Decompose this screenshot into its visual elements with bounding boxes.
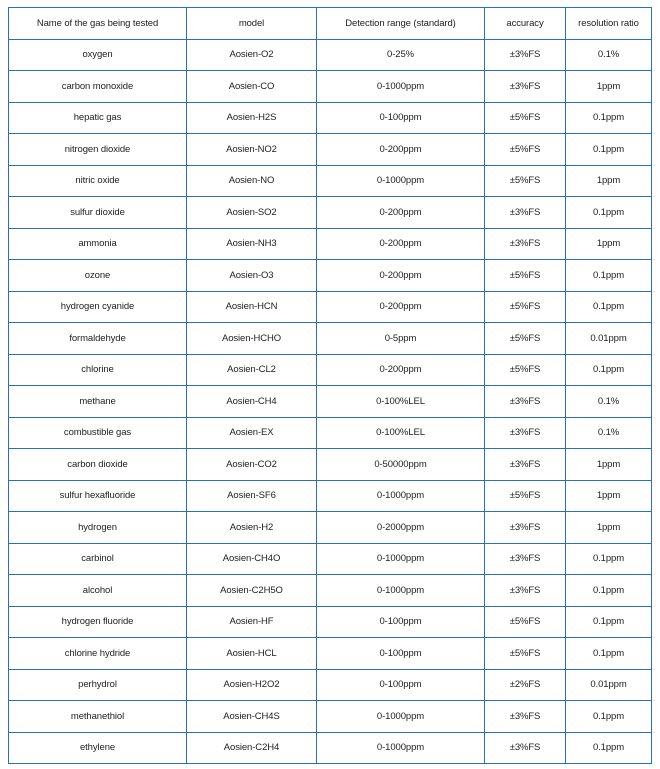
- cell-detection-range: 0-100ppm: [317, 102, 485, 134]
- cell-model: Aosien-C2H4: [187, 732, 317, 764]
- header-resolution: resolution ratio: [566, 8, 652, 40]
- cell-accuracy: ±5%FS: [485, 323, 566, 355]
- cell-detection-range: 0-200ppm: [317, 134, 485, 166]
- cell-detection-range: 0-1000ppm: [317, 165, 485, 197]
- cell-model: Aosien-CH4O: [187, 543, 317, 575]
- cell-model: Aosien-NO: [187, 165, 317, 197]
- cell-accuracy: ±5%FS: [485, 260, 566, 292]
- cell-accuracy: ±3%FS: [485, 575, 566, 607]
- cell-gas-name: hydrogen cyanide: [9, 291, 187, 323]
- cell-accuracy: ±5%FS: [485, 134, 566, 166]
- table-row: [9, 638, 652, 670]
- cell-resolution: 0.1ppm: [566, 606, 652, 638]
- table-header-row: [9, 8, 652, 40]
- cell-resolution: 0.01ppm: [566, 323, 652, 355]
- table-row: [9, 134, 652, 166]
- cell-gas-name: hydrogen fluoride: [9, 606, 187, 638]
- cell-accuracy: ±5%FS: [485, 291, 566, 323]
- cell-resolution: 0.1ppm: [566, 197, 652, 229]
- cell-model: Aosien-O2: [187, 39, 317, 71]
- gas-sensor-spec-table: [8, 7, 652, 764]
- cell-gas-name: nitric oxide: [9, 165, 187, 197]
- cell-gas-name: ethylene: [9, 732, 187, 764]
- cell-resolution: 0.1ppm: [566, 260, 652, 292]
- cell-gas-name: carbon monoxide: [9, 71, 187, 103]
- table-row: [9, 606, 652, 638]
- cell-gas-name: chlorine: [9, 354, 187, 386]
- cell-model: Aosien-SF6: [187, 480, 317, 512]
- cell-gas-name: perhydrol: [9, 669, 187, 701]
- table-row: [9, 543, 652, 575]
- cell-model: Aosien-HCL: [187, 638, 317, 670]
- cell-accuracy: ±3%FS: [485, 701, 566, 733]
- cell-resolution: 1ppm: [566, 480, 652, 512]
- table-row: [9, 449, 652, 481]
- cell-resolution: 0.1ppm: [566, 291, 652, 323]
- cell-model: Aosien-CL2: [187, 354, 317, 386]
- cell-resolution: 0.01ppm: [566, 669, 652, 701]
- header-accuracy: accuracy: [485, 8, 566, 40]
- cell-accuracy: ±5%FS: [485, 165, 566, 197]
- cell-resolution: 1ppm: [566, 71, 652, 103]
- cell-gas-name: methanethiol: [9, 701, 187, 733]
- cell-resolution: 1ppm: [566, 165, 652, 197]
- table-row: [9, 354, 652, 386]
- cell-gas-name: formaldehyde: [9, 323, 187, 355]
- cell-gas-name: oxygen: [9, 39, 187, 71]
- cell-model: Aosien-CO: [187, 71, 317, 103]
- table-row: [9, 197, 652, 229]
- cell-detection-range: 0-200ppm: [317, 354, 485, 386]
- table-row: [9, 291, 652, 323]
- cell-model: Aosien-HF: [187, 606, 317, 638]
- cell-resolution: 0.1ppm: [566, 134, 652, 166]
- cell-resolution: 0.1%: [566, 39, 652, 71]
- cell-model: Aosien-SO2: [187, 197, 317, 229]
- table-row: [9, 512, 652, 544]
- table-row: [9, 575, 652, 607]
- cell-accuracy: ±3%FS: [485, 732, 566, 764]
- cell-resolution: 0.1ppm: [566, 732, 652, 764]
- cell-gas-name: hydrogen: [9, 512, 187, 544]
- cell-gas-name: methane: [9, 386, 187, 418]
- cell-accuracy: ±3%FS: [485, 71, 566, 103]
- cell-accuracy: ±3%FS: [485, 197, 566, 229]
- cell-detection-range: 0-100ppm: [317, 669, 485, 701]
- cell-detection-range: 0-100%LEL: [317, 386, 485, 418]
- cell-model: Aosien-CH4S: [187, 701, 317, 733]
- cell-gas-name: nitrogen dioxide: [9, 134, 187, 166]
- cell-accuracy: ±3%FS: [485, 449, 566, 481]
- cell-detection-range: 0-2000ppm: [317, 512, 485, 544]
- table-row: [9, 417, 652, 449]
- table-row: [9, 701, 652, 733]
- cell-accuracy: ±3%FS: [485, 512, 566, 544]
- cell-model: Aosien-CH4: [187, 386, 317, 418]
- cell-gas-name: ammonia: [9, 228, 187, 260]
- cell-model: Aosien-H2S: [187, 102, 317, 134]
- cell-model: Aosien-H2O2: [187, 669, 317, 701]
- cell-resolution: 1ppm: [566, 228, 652, 260]
- cell-gas-name: hepatic gas: [9, 102, 187, 134]
- table-row: [9, 228, 652, 260]
- cell-resolution: 0.1%: [566, 386, 652, 418]
- cell-detection-range: 0-100ppm: [317, 638, 485, 670]
- table-row: [9, 323, 652, 355]
- cell-detection-range: 0-50000ppm: [317, 449, 485, 481]
- cell-detection-range: 0-200ppm: [317, 260, 485, 292]
- cell-accuracy: ±5%FS: [485, 354, 566, 386]
- cell-resolution: 0.1ppm: [566, 543, 652, 575]
- cell-detection-range: 0-200ppm: [317, 291, 485, 323]
- table-row: [9, 669, 652, 701]
- cell-model: Aosien-NH3: [187, 228, 317, 260]
- cell-detection-range: 0-1000ppm: [317, 701, 485, 733]
- cell-accuracy: ±3%FS: [485, 417, 566, 449]
- cell-accuracy: ±5%FS: [485, 102, 566, 134]
- cell-model: Aosien-CO2: [187, 449, 317, 481]
- cell-model: Aosien-NO2: [187, 134, 317, 166]
- cell-accuracy: ±3%FS: [485, 228, 566, 260]
- cell-resolution: 0.1ppm: [566, 638, 652, 670]
- table-row: [9, 386, 652, 418]
- table-row: [9, 165, 652, 197]
- cell-detection-range: 0-100%LEL: [317, 417, 485, 449]
- cell-gas-name: combustible gas: [9, 417, 187, 449]
- cell-model: Aosien-HCHO: [187, 323, 317, 355]
- cell-accuracy: ±3%FS: [485, 543, 566, 575]
- cell-detection-range: 0-100ppm: [317, 606, 485, 638]
- cell-detection-range: 0-1000ppm: [317, 480, 485, 512]
- cell-resolution: 0.1ppm: [566, 102, 652, 134]
- cell-detection-range: 0-5ppm: [317, 323, 485, 355]
- cell-accuracy: ±5%FS: [485, 606, 566, 638]
- cell-gas-name: sulfur hexafluoride: [9, 480, 187, 512]
- table-row: [9, 102, 652, 134]
- cell-resolution: 1ppm: [566, 512, 652, 544]
- cell-detection-range: 0-200ppm: [317, 197, 485, 229]
- cell-detection-range: 0-1000ppm: [317, 575, 485, 607]
- table-row: [9, 260, 652, 292]
- table-row: [9, 39, 652, 71]
- header-model: model: [187, 8, 317, 40]
- cell-detection-range: 0-25%: [317, 39, 485, 71]
- cell-resolution: 0.1ppm: [566, 701, 652, 733]
- table-row: [9, 71, 652, 103]
- cell-accuracy: ±2%FS: [485, 669, 566, 701]
- cell-detection-range: 0-1000ppm: [317, 71, 485, 103]
- cell-model: Aosien-EX: [187, 417, 317, 449]
- cell-model: Aosien-H2: [187, 512, 317, 544]
- cell-accuracy: ±5%FS: [485, 480, 566, 512]
- cell-resolution: 1ppm: [566, 449, 652, 481]
- header-detection-range: Detection range (standard): [317, 8, 485, 40]
- cell-gas-name: carbinol: [9, 543, 187, 575]
- cell-accuracy: ±3%FS: [485, 386, 566, 418]
- cell-detection-range: 0-1000ppm: [317, 543, 485, 575]
- cell-gas-name: carbon dioxide: [9, 449, 187, 481]
- cell-gas-name: alcohol: [9, 575, 187, 607]
- cell-accuracy: ±3%FS: [485, 39, 566, 71]
- cell-resolution: 0.1%: [566, 417, 652, 449]
- header-gas-name: Name of the gas being tested: [9, 8, 187, 40]
- cell-resolution: 0.1ppm: [566, 354, 652, 386]
- cell-accuracy: ±5%FS: [485, 638, 566, 670]
- cell-gas-name: ozone: [9, 260, 187, 292]
- cell-detection-range: 0-200ppm: [317, 228, 485, 260]
- table-row: [9, 732, 652, 764]
- cell-resolution: 0.1ppm: [566, 575, 652, 607]
- cell-model: Aosien-C2H5O: [187, 575, 317, 607]
- cell-model: Aosien-HCN: [187, 291, 317, 323]
- table-body: [9, 39, 652, 764]
- cell-gas-name: sulfur dioxide: [9, 197, 187, 229]
- cell-gas-name: chlorine hydride: [9, 638, 187, 670]
- cell-model: Aosien-O3: [187, 260, 317, 292]
- table-row: [9, 480, 652, 512]
- cell-detection-range: 0-1000ppm: [317, 732, 485, 764]
